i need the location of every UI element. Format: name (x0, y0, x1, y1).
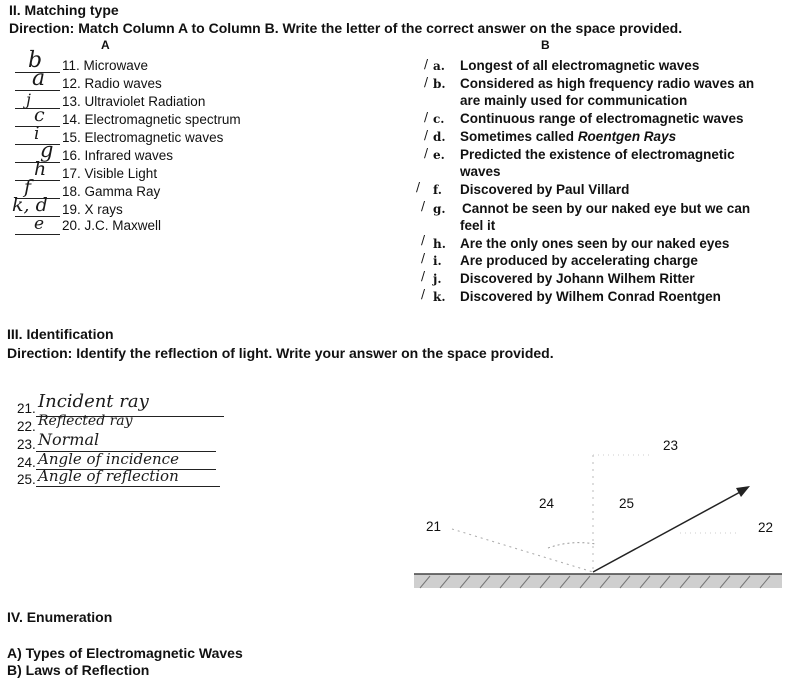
item-number: 21. (17, 401, 36, 416)
handwritten-answer: Reflected ray (38, 413, 133, 429)
handwritten-answer: h (34, 158, 47, 180)
choice-letter: j. (433, 272, 442, 286)
mirror-surface (414, 574, 782, 588)
column-b-header: B (541, 38, 550, 52)
item-number: 25. (17, 472, 36, 487)
choice-text: Discovered by Wilhem Conrad Roentgen (460, 289, 721, 304)
enumeration-item-b: B) Laws of Reflection (7, 662, 150, 678)
part4-heading: IV. Enumeration (7, 609, 113, 625)
part2-heading: II. Matching type (9, 2, 119, 18)
column-a-text: 11. Microwave (62, 58, 149, 73)
choice-letter: c. (433, 112, 445, 126)
part3-heading: III. Identification (7, 326, 114, 342)
check-mark-icon: / (421, 251, 426, 265)
choice-text-continued: are mainly used for communication (460, 93, 688, 108)
column-a-text: 17. Visible Light (62, 166, 158, 181)
column-a-text: 20. J.C. Maxwell (62, 218, 162, 233)
handwritten-answer: c (34, 104, 45, 126)
choice-letter: b. (433, 77, 446, 91)
handwritten-answer: a (32, 66, 46, 91)
handwritten-answer: b (28, 48, 43, 73)
choice-text: Predicted the existence of electromagnetic (460, 147, 735, 162)
column-a-text: 19. X rays (62, 202, 123, 217)
enumeration-item-a: A) Types of Electromagnetic Waves (7, 645, 243, 661)
diagram-label-23: 23 (663, 438, 679, 453)
handwritten-answer: Normal (38, 430, 100, 449)
choice-text: Continuous range of electromagnetic waves (460, 111, 744, 126)
handwritten-answer: e (34, 214, 45, 234)
handwritten-answer: i (34, 124, 40, 144)
check-mark-icon: / (421, 287, 426, 301)
choice-letter: a. (433, 59, 445, 73)
handwritten-answer: k, d (12, 194, 48, 216)
check-mark-icon: / (424, 75, 429, 89)
item-number: 23. (17, 437, 36, 452)
choice-text: Are the only ones seen by our naked eyes (460, 236, 730, 251)
item-number: 22. (17, 419, 36, 434)
handwritten-answer: j (26, 90, 31, 109)
column-a-text: 13. Ultraviolet Radiation (62, 94, 206, 109)
choice-text: Discovered by Paul Villard (460, 182, 630, 197)
choice-letter: f. (433, 183, 442, 197)
check-mark-icon: / (416, 180, 421, 194)
choice-text-italic: Roentgen Rays (577, 129, 677, 144)
handwritten-answer: g (40, 138, 54, 162)
choice-letter: h. (433, 237, 446, 251)
column-a-text: 15. Electromagnetic waves (62, 130, 224, 145)
choice-text-plain: Sometimes called (460, 129, 578, 144)
check-mark-icon: / (424, 57, 429, 71)
handwritten-answer: Angle of incidence (38, 450, 179, 468)
check-mark-icon: / (424, 146, 429, 160)
part2-direction: Direction: Match Column A to Column B. Write the letter of the correct answer on the space provided. (9, 20, 683, 36)
column-a-text: 18. Gamma Ray (62, 184, 161, 199)
choice-text-continued: waves (460, 164, 501, 179)
diagram-label-25: 25 (619, 496, 635, 511)
check-mark-icon: / (424, 128, 429, 142)
choice-letter: k. (433, 290, 446, 304)
choice-text: Are produced by accelerating charge (460, 253, 698, 268)
column-a-text: 16. Infrared waves (62, 148, 174, 163)
diagram-label-22: 22 (758, 520, 774, 535)
handwritten-answer: Incident ray (38, 391, 149, 412)
column-a-header: A (101, 38, 110, 52)
choice-text-continued: feel it (460, 218, 496, 233)
diagram-label-21: 21 (426, 519, 442, 534)
check-mark-icon: / (424, 110, 429, 124)
incident-ray (452, 529, 593, 572)
arrowhead-icon (736, 486, 750, 497)
choice-text: Longest of all electromagnetic waves (460, 58, 700, 73)
choice-text: Cannot be seen by our naked eye but we can (462, 201, 751, 216)
check-mark-icon: / (421, 269, 426, 283)
check-mark-icon: / (421, 199, 426, 213)
part3-direction: Direction: Identify the reflection of light. Write your answer on the space provided. (7, 345, 554, 361)
reflected-ray (593, 491, 742, 572)
choice-text: Considered as high frequency radio waves an (460, 76, 755, 91)
choice-text: Discovered by Johann Wilhem Ritter (460, 271, 695, 286)
choice-letter: e. (433, 148, 445, 162)
diagram-label-24: 24 (539, 496, 555, 511)
choice-letter: d. (433, 130, 446, 144)
angle-arc (548, 543, 596, 548)
handwritten-answer: f (24, 176, 32, 198)
column-a-text: 14. Electromagnetic spectrum (62, 112, 241, 127)
choice-letter: g. (433, 202, 446, 216)
item-number: 24. (17, 455, 36, 470)
column-a-text: 12. Radio waves (62, 76, 162, 91)
handwritten-answer: Angle of reflection (38, 467, 179, 485)
choice-letter: i. (433, 254, 442, 268)
check-mark-icon: / (421, 233, 426, 247)
